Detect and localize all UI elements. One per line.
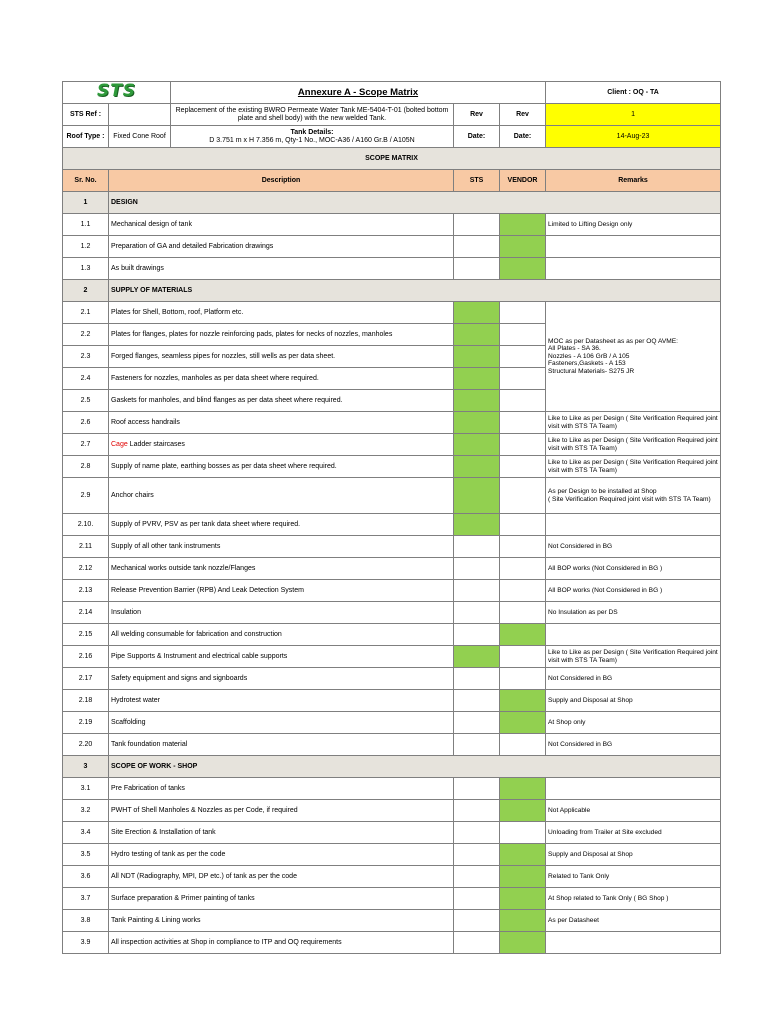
vendor-scope-marked <box>500 258 546 280</box>
description-cell: Safety equipment and signs and signboards <box>109 668 454 690</box>
sts-scope-empty <box>454 258 500 280</box>
sts-scope-empty <box>454 236 500 258</box>
sr-no-cell: 2.10. <box>63 514 109 536</box>
sts-scope-marked <box>454 646 500 668</box>
section-title: SCOPE OF WORK - SHOP <box>109 756 721 778</box>
vendor-scope-empty <box>500 668 546 690</box>
vendor-scope-empty <box>500 646 546 668</box>
table-row <box>63 624 721 646</box>
vendor-scope-marked <box>500 712 546 734</box>
sts-scope-marked <box>454 390 500 412</box>
table-row <box>63 778 721 800</box>
column-header-remarks: Remarks <box>546 170 721 192</box>
sts-scope-marked <box>454 478 500 514</box>
vendor-scope-marked <box>500 844 546 866</box>
tank-details-value: D 3.751 m x H 7.356 m, Qty-1 No., MOC-A36 / A160 Gr.B / A105N <box>209 136 415 144</box>
description-cell: Release Prevention Barrier (RPB) And Leak Detection System <box>109 580 454 602</box>
date-value: 14-Aug-23 <box>546 126 721 148</box>
sr-no-cell: 2.8 <box>63 456 109 478</box>
sr-no-cell: 2.1 <box>63 302 109 324</box>
vendor-scope-empty <box>500 346 546 368</box>
vendor-scope-empty <box>500 302 546 324</box>
table-row <box>63 646 721 668</box>
sr-no-cell: 2.13 <box>63 580 109 602</box>
table-row <box>63 214 721 236</box>
table-row <box>63 734 721 756</box>
table-row <box>63 580 721 602</box>
table-row <box>63 258 721 280</box>
remarks-cell: As per Datasheet <box>546 910 721 932</box>
table-row <box>63 932 721 954</box>
vendor-scope-marked <box>500 236 546 258</box>
section-title: DESIGN <box>109 192 721 214</box>
section-title: SUPPLY OF MATERIALS <box>109 280 721 302</box>
vendor-scope-empty <box>500 822 546 844</box>
description-cell: Roof access handrails <box>109 412 454 434</box>
description-cell: Surface preparation & Primer painting of tanks <box>109 888 454 910</box>
sr-no-cell: 2.17 <box>63 668 109 690</box>
vendor-scope-marked <box>500 866 546 888</box>
table-row <box>63 822 721 844</box>
remarks-cell: Supply and Disposal at Shop <box>546 690 721 712</box>
sts-ref-value <box>109 104 171 126</box>
sr-no-cell: 2.14 <box>63 602 109 624</box>
vendor-scope-empty <box>500 368 546 390</box>
description-cell: Gaskets for manholes, and blind flanges as per data sheet where required. <box>109 390 454 412</box>
table-row <box>63 690 721 712</box>
vendor-scope-marked <box>500 624 546 646</box>
vendor-scope-empty <box>500 478 546 514</box>
tank-details-label: Tank Details: <box>290 128 334 136</box>
sr-no-cell: 2.4 <box>63 368 109 390</box>
scope-matrix-heading: SCOPE MATRIX <box>63 148 721 170</box>
vendor-scope-empty <box>500 734 546 756</box>
remarks-cell: Not Considered in BG <box>546 536 721 558</box>
sts-scope-empty <box>454 602 500 624</box>
sts-scope-marked <box>454 368 500 390</box>
sts-scope-empty <box>454 800 500 822</box>
sts-scope-empty <box>454 778 500 800</box>
vendor-scope-empty <box>500 412 546 434</box>
sr-no-cell: 3.8 <box>63 910 109 932</box>
remarks-cell: At Shop only <box>546 712 721 734</box>
sr-no-cell: 2 <box>63 280 109 302</box>
remarks-cell <box>546 624 721 646</box>
sr-no-cell: 3.4 <box>63 822 109 844</box>
sts-scope-empty <box>454 624 500 646</box>
document-title: Annexure A - Scope Matrix <box>171 82 546 104</box>
sts-scope-empty <box>454 910 500 932</box>
remarks-cell: Unloading from Trailer at Site excluded <box>546 822 721 844</box>
remarks-cell <box>546 514 721 536</box>
vendor-scope-empty <box>500 536 546 558</box>
date-label-secondary: Date: <box>500 126 546 148</box>
description-text: Ladder staircases <box>127 440 185 448</box>
description-highlight: Cage <box>111 440 128 448</box>
description-cell: Tank Painting & Lining works <box>109 910 454 932</box>
rev-label: Rev <box>454 104 500 126</box>
vendor-scope-marked <box>500 214 546 236</box>
company-logo <box>63 82 171 104</box>
sr-no-cell: 2.9 <box>63 478 109 514</box>
sr-no-cell: 3.5 <box>63 844 109 866</box>
sr-no-cell: 2.19 <box>63 712 109 734</box>
column-header-vendor: VENDOR <box>500 170 546 192</box>
sr-no-cell: 2.6 <box>63 412 109 434</box>
roof-type-value: Fixed Cone Roof <box>109 126 171 148</box>
table-row <box>63 536 721 558</box>
remarks-cell: Like to Like as per Design ( Site Verification Required joint visit with STS TA Team) <box>546 412 721 434</box>
sr-no-cell: 2.15 <box>63 624 109 646</box>
table-row <box>63 602 721 624</box>
sr-no-cell: 1.2 <box>63 236 109 258</box>
sr-no-cell: 3.7 <box>63 888 109 910</box>
table-row <box>63 456 721 478</box>
sr-no-cell: 2.18 <box>63 690 109 712</box>
sr-no-cell: 2.7 <box>63 434 109 456</box>
sts-scope-marked <box>454 434 500 456</box>
sr-no-cell: 2.3 <box>63 346 109 368</box>
client-cell: Client : OQ - TA <box>546 82 721 104</box>
vendor-scope-empty <box>500 324 546 346</box>
sts-scope-empty <box>454 888 500 910</box>
remarks-cell <box>546 258 721 280</box>
remarks-cell: Not Applicable <box>546 800 721 822</box>
table-row <box>63 478 721 514</box>
sr-no-cell: 2.11 <box>63 536 109 558</box>
table-row <box>63 910 721 932</box>
description-cell: Supply of name plate, earthing bosses as per data sheet where required. <box>109 456 454 478</box>
sts-scope-empty <box>454 214 500 236</box>
table-row <box>63 888 721 910</box>
rev-value: 1 <box>546 104 721 126</box>
description-cell: Mechanical design of tank <box>109 214 454 236</box>
remarks-cell: Like to Like as per Design ( Site Verification Required joint visit with STS TA Team) <box>546 646 721 668</box>
table-row <box>63 800 721 822</box>
description-cell: All welding consumable for fabrication and construction <box>109 624 454 646</box>
description-cell: Pre Fabrication of tanks <box>109 778 454 800</box>
sts-scope-empty <box>454 690 500 712</box>
sts-scope-marked <box>454 302 500 324</box>
remarks-cell: Related to Tank Only <box>546 866 721 888</box>
description-cell: Supply of PVRV, PSV as per tank data sheet where required. <box>109 514 454 536</box>
table-row <box>63 412 721 434</box>
description-cell: Supply of all other tank instruments <box>109 536 454 558</box>
sts-scope-marked <box>454 324 500 346</box>
sr-no-cell: 3.6 <box>63 866 109 888</box>
description-cell: Anchor chairs <box>109 478 454 514</box>
description-cell <box>109 434 454 456</box>
tank-details <box>171 126 454 148</box>
vendor-scope-empty <box>500 558 546 580</box>
remarks-cell <box>546 932 721 954</box>
vendor-scope-marked <box>500 932 546 954</box>
roof-type-label: Roof Type : <box>63 126 109 148</box>
column-header-sts: STS <box>454 170 500 192</box>
description-cell: Plates for flanges, plates for nozzle reinforcing pads, plates for necks of nozzles, manholes <box>109 324 454 346</box>
description-cell: Plates for Shell, Bottom, roof, Platform etc. <box>109 302 454 324</box>
vendor-scope-empty <box>500 456 546 478</box>
sr-no-cell: 1.3 <box>63 258 109 280</box>
sts-scope-empty <box>454 822 500 844</box>
remarks-merged-cell: MOC as per Datasheet as as per OQ AVME: All Plates - SA 36. Nozzles - A 106 GrB / A 105 Fasteners,Gaskets - A 153 Structural Materials- S275 JR <box>546 302 721 412</box>
description-cell: Scaffolding <box>109 712 454 734</box>
description-cell: Pipe Supports & Instrument and electrical cable supports <box>109 646 454 668</box>
sr-no-cell: 3 <box>63 756 109 778</box>
sts-scope-empty <box>454 536 500 558</box>
table-row <box>63 558 721 580</box>
sr-no-cell: 3.9 <box>63 932 109 954</box>
sr-no-cell: 3.2 <box>63 800 109 822</box>
vendor-scope-empty <box>500 514 546 536</box>
table-row <box>63 668 721 690</box>
sr-no-cell: 2.2 <box>63 324 109 346</box>
sr-no-cell: 1 <box>63 192 109 214</box>
date-label: Date: <box>454 126 500 148</box>
remarks-cell: Supply and Disposal at Shop <box>546 844 721 866</box>
sts-scope-marked <box>454 412 500 434</box>
description-cell: All inspection activities at Shop in compliance to ITP and OQ requirements <box>109 932 454 954</box>
remarks-cell: Like to Like as per Design ( Site Verification Required joint visit with STS TA Team) <box>546 456 721 478</box>
remarks-cell <box>546 778 721 800</box>
sr-no-cell: 2.16 <box>63 646 109 668</box>
vendor-scope-empty <box>500 602 546 624</box>
vendor-scope-marked <box>500 888 546 910</box>
sts-scope-empty <box>454 932 500 954</box>
description-cell: As built drawings <box>109 258 454 280</box>
remarks-cell: As per Design to be installed at Shop ( Site Verification Required joint visit with STS TA Team) <box>546 478 721 514</box>
table-row <box>63 844 721 866</box>
description-cell: Mechanical works outside tank nozzle/Flanges <box>109 558 454 580</box>
sts-scope-empty <box>454 712 500 734</box>
vendor-scope-marked <box>500 800 546 822</box>
vendor-scope-empty <box>500 434 546 456</box>
remarks-cell: Limited to Lifting Design only <box>546 214 721 236</box>
sr-no-cell: 2.20 <box>63 734 109 756</box>
description-cell: PWHT of Shell Manholes & Nozzles as per Code, if required <box>109 800 454 822</box>
description-cell: Site Erection & Installation of tank <box>109 822 454 844</box>
vendor-scope-marked <box>500 690 546 712</box>
section-row <box>63 756 721 778</box>
description-cell: Tank foundation material <box>109 734 454 756</box>
table-row <box>63 866 721 888</box>
vendor-scope-empty <box>500 580 546 602</box>
remarks-cell: Like to Like as per Design ( Site Verification Required joint visit with STS TA Team) <box>546 434 721 456</box>
description-cell: Forged flanges, seamless pipes for nozzles, still wells as per data sheet. <box>109 346 454 368</box>
rev-label-secondary: Rev <box>500 104 546 126</box>
sts-scope-empty <box>454 844 500 866</box>
remarks-cell: Not Considered in BG <box>546 734 721 756</box>
remarks-cell: All BOP works (Not Considered in BG ) <box>546 558 721 580</box>
description-cell: Hydro testing of tank as per the code <box>109 844 454 866</box>
remarks-cell: Not Considered in BG <box>546 668 721 690</box>
sts-scope-empty <box>454 734 500 756</box>
sr-no-cell: 2.5 <box>63 390 109 412</box>
sts-logo: STS <box>96 81 137 101</box>
description-cell: Fasteners for nozzles, manholes as per data sheet where required. <box>109 368 454 390</box>
vendor-scope-marked <box>500 778 546 800</box>
table-row <box>63 514 721 536</box>
remarks-cell: No Insulation as per DS <box>546 602 721 624</box>
description-cell: Insulation <box>109 602 454 624</box>
sr-no-cell: 1.1 <box>63 214 109 236</box>
description-cell: Hydrotest water <box>109 690 454 712</box>
section-row <box>63 280 721 302</box>
section-row <box>63 192 721 214</box>
vendor-scope-marked <box>500 910 546 932</box>
column-header-description: Description <box>109 170 454 192</box>
sts-ref-label: STS Ref : <box>63 104 109 126</box>
remarks-cell <box>546 236 721 258</box>
sr-no-cell: 2.12 <box>63 558 109 580</box>
description-cell: Preparation of GA and detailed Fabrication drawings <box>109 236 454 258</box>
column-header-srno: Sr. No. <box>63 170 109 192</box>
table-row <box>63 434 721 456</box>
sts-scope-empty <box>454 580 500 602</box>
remarks-cell: At Shop related to Tank Only ( BG Shop ) <box>546 888 721 910</box>
sts-scope-empty <box>454 866 500 888</box>
remarks-cell: All BOP works (Not Considered in BG ) <box>546 580 721 602</box>
table-row <box>63 236 721 258</box>
scope-matrix-table <box>62 81 721 954</box>
sr-no-cell: 3.1 <box>63 778 109 800</box>
sts-scope-marked <box>454 514 500 536</box>
sts-scope-empty <box>454 668 500 690</box>
table-row <box>63 712 721 734</box>
project-description: Replacement of the existing BWRO Permeate Water Tank ME-5404-T-01 (bolted bottom plate and shell body) with the new welded Tank. <box>171 104 454 126</box>
sts-scope-marked <box>454 456 500 478</box>
sts-scope-marked <box>454 346 500 368</box>
table-row <box>63 302 721 324</box>
description-cell: All NDT (Radiography, MPI, DP etc.) of tank as per the code <box>109 866 454 888</box>
sts-scope-empty <box>454 558 500 580</box>
vendor-scope-empty <box>500 390 546 412</box>
